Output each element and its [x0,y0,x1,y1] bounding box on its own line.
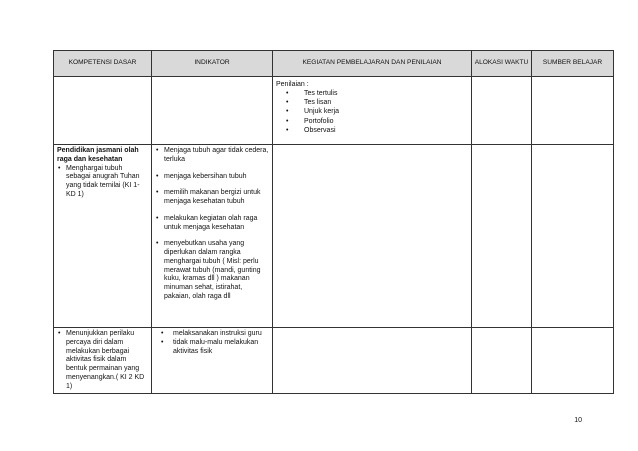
list-item: • Observasi [280,127,468,136]
table-header-row [54,51,614,77]
indikator-list [155,330,269,356]
kd-heading: Pendidikan jasmani olah raga dan kesehatan [57,147,139,163]
header-kegiatan: KEGIATAN PEMBELAJARAN DAN PENILAIAN [273,51,472,77]
indikator-list [155,147,269,302]
indikator-cell [152,145,273,328]
sumber-cell [532,145,614,328]
header-indikator: INDIKATOR [152,51,273,77]
kegiatan-cell [273,145,472,328]
sumber-cell [532,328,614,394]
kd-cell [54,328,152,394]
list-item: • menyebutkan usaha yang diperlukan dalam rangka menghargai tubuh ( Misl: perlu merawat tubuh (mandi, gunting kuku, kramas dll ) makanan minuman sehat, istirahat, pakaian, olah raga dll [155,240,269,301]
list-item: • Tes tertulis [280,90,468,99]
list-item: • menjaga kebersihan tubuh [155,173,269,182]
header-sumber-belajar: SUMBER BELAJAR [532,51,614,77]
kegiatan-cell [273,77,472,145]
header-kompetensi-dasar: KOMPETENSI DASAR [54,51,152,77]
list-item: • tidak malu-malu melakukan aktivitas fisik [155,339,269,357]
list-item: • Menunjukkan perilaku percaya diri dalam melakukan berbagai aktivitas fisik dalam bentuk permainan yang menyenangkan.( KI 2 KD 1) [57,330,148,391]
list-item: • Tes lisan [280,99,468,108]
table-row [54,145,614,328]
lesson-plan-table [53,50,614,394]
page-number: 10 [574,417,582,424]
penilaian-label: Penilaian : [276,81,309,88]
indikator-cell [152,328,273,394]
alokasi-cell [472,145,532,328]
table-row [54,77,614,145]
kegiatan-cell [273,328,472,394]
kd-list [57,330,148,391]
list-item: • Unjuk kerja [280,108,468,117]
penilaian-list [280,90,468,136]
alokasi-cell [472,328,532,394]
kd-cell [54,145,152,328]
list-item: • memilih makanan bergizi untuk menjaga kesehatan tubuh [155,189,269,207]
list-item: • Menjaga tubuh agar tidak cedera, terluka [155,147,269,165]
kd-list [57,165,148,200]
header-alokasi-waktu: ALOKASI WAKTU [472,51,532,77]
alokasi-cell [472,77,532,145]
list-item: • melakukan kegiatan olah raga untuk menjaga kesehatan [155,215,269,233]
list-item: • Portofolio [280,118,468,127]
sumber-cell [532,77,614,145]
list-item: • Menghargai tubuh sebagai anugrah Tuhan yang tidak ternilai (KI 1-KD 1) [57,165,148,200]
list-item: • melaksanakan instruksi guru [155,330,269,339]
table-row [54,328,614,394]
indikator-cell [152,77,273,145]
kd-cell [54,77,152,145]
